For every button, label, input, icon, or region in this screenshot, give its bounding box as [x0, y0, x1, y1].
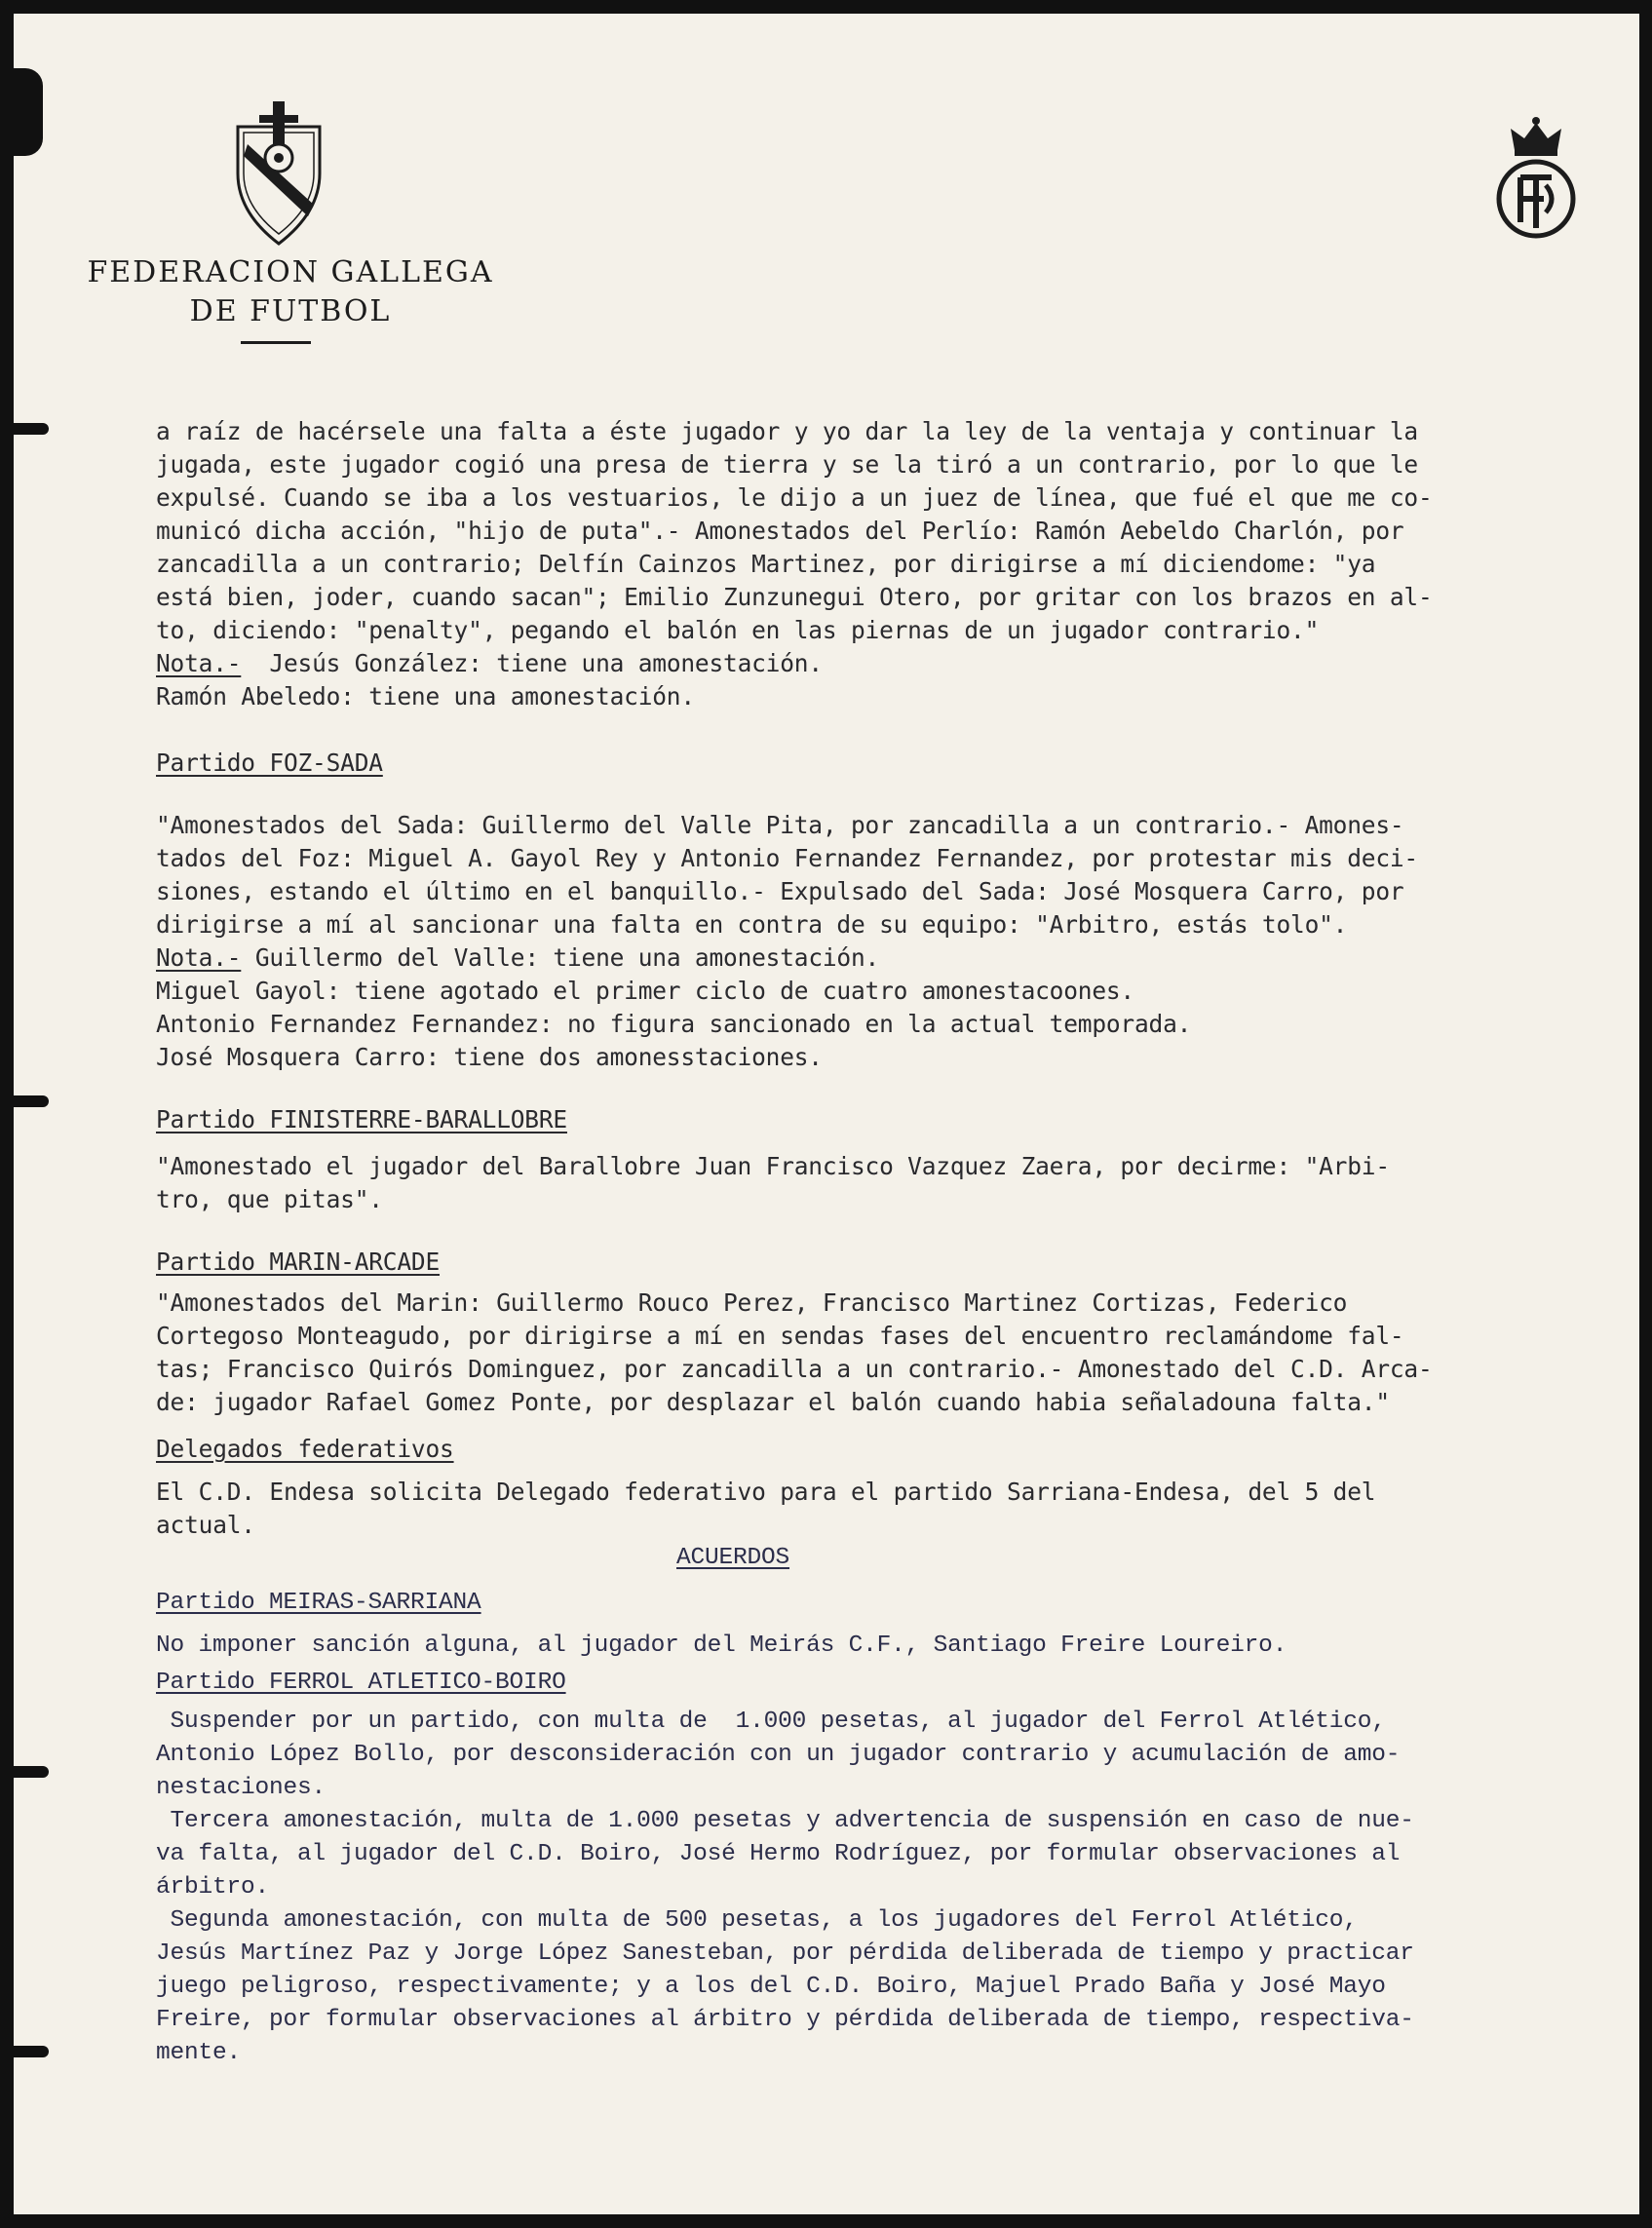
- note-line: Miguel Gayol: tiene agotado el primer ciclo de cuatro amonestacoones.: [156, 977, 1134, 1005]
- punch-hole-mark: [14, 423, 49, 435]
- note-text: Jesús González: tiene una amonestación.: [269, 649, 823, 677]
- text-line: está bien, joder, cuando sacan"; Emilio Zunzunegui Otero, por gritar con los brazos en al-: [156, 583, 1433, 611]
- federation-name: [86, 253, 495, 331]
- text-line: árbitro.: [156, 1874, 270, 1901]
- text-line: zancadilla a un contrario; Delfín Cainzos Martinez, por dirigirse a mí diciendome: "ya: [156, 550, 1376, 578]
- note-text: Guillermo del Valle: tiene una amonestación.: [254, 943, 880, 972]
- text-line: "Amonestado el jugador del Barallobre Juan Francisco Vazquez Zaera, por decirme: "Arbi-: [156, 1152, 1390, 1180]
- federation-name-rule: [241, 341, 311, 344]
- section-delegados: [156, 1433, 1628, 1542]
- text-line: Freire, por formular observaciones al árbitro y pérdida deliberada de tiempo, respectiva-: [156, 2007, 1414, 2033]
- text-line: dirigirse a mí al sancionar una falta en contra de su equipo: "Arbitro, estás tolo".: [156, 910, 1348, 939]
- text-line: municó dicha acción, "hijo de puta".- Amonestados del Perlío: Ramón Aebeldo Charlón, por: [156, 517, 1404, 545]
- section-meiras-sarriana: [156, 1587, 1628, 1663]
- section-heading: Partido FERROL ATLETICO-BOIRO: [156, 1670, 566, 1696]
- federation-name-line2: DE FUTBOL: [189, 294, 392, 328]
- text-line: a raíz de hacérsele una falta a éste jugador y yo dar la ley de la ventaja y continuar la: [156, 417, 1418, 445]
- section-marin-arcade: [156, 1246, 1628, 1419]
- galician-federation-shield-icon: [230, 97, 327, 253]
- section-heading: Partido MARIN-ARCADE: [156, 1248, 441, 1276]
- section-heading: Partido FINISTERRE-BARALLOBRE: [156, 1105, 567, 1133]
- text-line: Antonio López Bollo, por desconsideración con un jugador contrario y acumulación de amo-: [156, 1742, 1401, 1768]
- section-foz-sada: [156, 747, 1628, 1074]
- acuerdos-heading: ACUERDOS: [676, 1545, 790, 1571]
- text-line: El C.D. Endesa solicita Delegado federativo para el partido Sarriana-Endesa, del 5 del: [156, 1478, 1376, 1506]
- text-line: Cortegoso Monteagudo, por dirigirse a mí en sendas fases del encuentro reclamándome fal-: [156, 1322, 1404, 1350]
- document-page: [14, 14, 1639, 2214]
- note-line: Ramón Abeledo: tiene una amonestación.: [156, 682, 695, 711]
- text-line: expulsé. Cuando se iba a los vestuarios, le dijo a un juez de línea, que fué el que me co-: [156, 483, 1433, 512]
- federation-name-line1: FEDERACION GALLEGA: [87, 255, 494, 289]
- note-line: Antonio Fernandez Fernandez: no figura sancionado en la actual temporada.: [156, 1010, 1192, 1038]
- text-line: tas; Francisco Quirós Dominguez, por zancadilla a un contrario.- Amonestado del C.D. Arca-: [156, 1355, 1433, 1383]
- section-ferrol-boiro: [156, 1667, 1628, 2070]
- section-heading: Partido MEIRAS-SARRIANA: [156, 1590, 481, 1616]
- punch-hole-mark: [14, 1095, 49, 1107]
- text-line: Segunda amonestación, con multa de 500 pesetas, a los jugadores del Ferrol Atlético,: [156, 1907, 1358, 1934]
- text-line: No imponer sanción alguna, al jugador del Meirás C.F., Santiago Freire Loureiro.: [156, 1633, 1287, 1659]
- document-body: [156, 415, 1628, 2070]
- note-line: [156, 941, 1628, 975]
- text-line: Suspender por un partido, con multa de 1.000 pesetas, al jugador del Ferrol Atlético,: [156, 1709, 1386, 1735]
- text-line: Tercera amonestación, multa de 1.000 pesetas y advertencia de suspensión en caso de nue-: [156, 1808, 1414, 1834]
- text-line: mente.: [156, 2040, 242, 2066]
- royal-spanish-federation-crest-icon: [1487, 115, 1585, 242]
- text-line: siones, estando el último en el banquillo.- Expulsado del Sada: José Mosquera Carro, por: [156, 877, 1404, 905]
- punch-hole-mark: [14, 2046, 49, 2057]
- text-line: va falta, al jugador del C.D. Boiro, José Hermo Rodríguez, por formular observaciones al: [156, 1841, 1401, 1867]
- note-line: [156, 647, 1628, 680]
- text-line: to, diciendo: "penalty", pegando el balón en las piernas de un jugador contrario.": [156, 616, 1320, 644]
- text-line: de: jugador Rafael Gomez Ponte, por desplazar el balón cuando habia señaladouna falta.": [156, 1388, 1390, 1416]
- section-heading: Partido FOZ-SADA: [156, 749, 383, 777]
- text-line: tro, que pitas".: [156, 1185, 383, 1213]
- text-line: tados del Foz: Miguel A. Gayol Rey y Antonio Fernandez Fernandez, por protestar mis deci-: [156, 844, 1418, 872]
- binding-tab-mark: [14, 68, 43, 156]
- section-finisterre-barallobre: [156, 1103, 1628, 1216]
- text-line: actual.: [156, 1511, 255, 1539]
- note-label: Nota.-: [156, 649, 242, 677]
- text-line: nestaciones.: [156, 1775, 327, 1801]
- text-line: Jesús Martínez Paz y Jorge López Sanesteban, por pérdida deliberada de tiempo y practicar: [156, 1940, 1414, 1967]
- note-label: Nota.-: [156, 943, 242, 972]
- text-line: "Amonestados del Sada: Guillermo del Valle Pita, por zancadilla a un contrario.- Amones-: [156, 811, 1404, 839]
- note-line: José Mosquera Carro: tiene dos amonesstaciones.: [156, 1043, 823, 1071]
- text-line: juego peligroso, respectivamente; y a los del C.D. Boiro, Majuel Prado Baña y José Mayo: [156, 1974, 1386, 2000]
- opening-paragraph: [156, 415, 1628, 713]
- punch-hole-mark: [14, 1766, 49, 1778]
- text-line: "Amonestados del Marin: Guillermo Rouco Perez, Francisco Martinez Cortizas, Federico: [156, 1288, 1348, 1317]
- acuerdos-block: [156, 1542, 1628, 2070]
- text-line: jugada, este jugador cogió una presa de tierra y se la tiró a un contrario, por lo que le: [156, 450, 1418, 479]
- section-heading: Delegados federativos: [156, 1435, 454, 1463]
